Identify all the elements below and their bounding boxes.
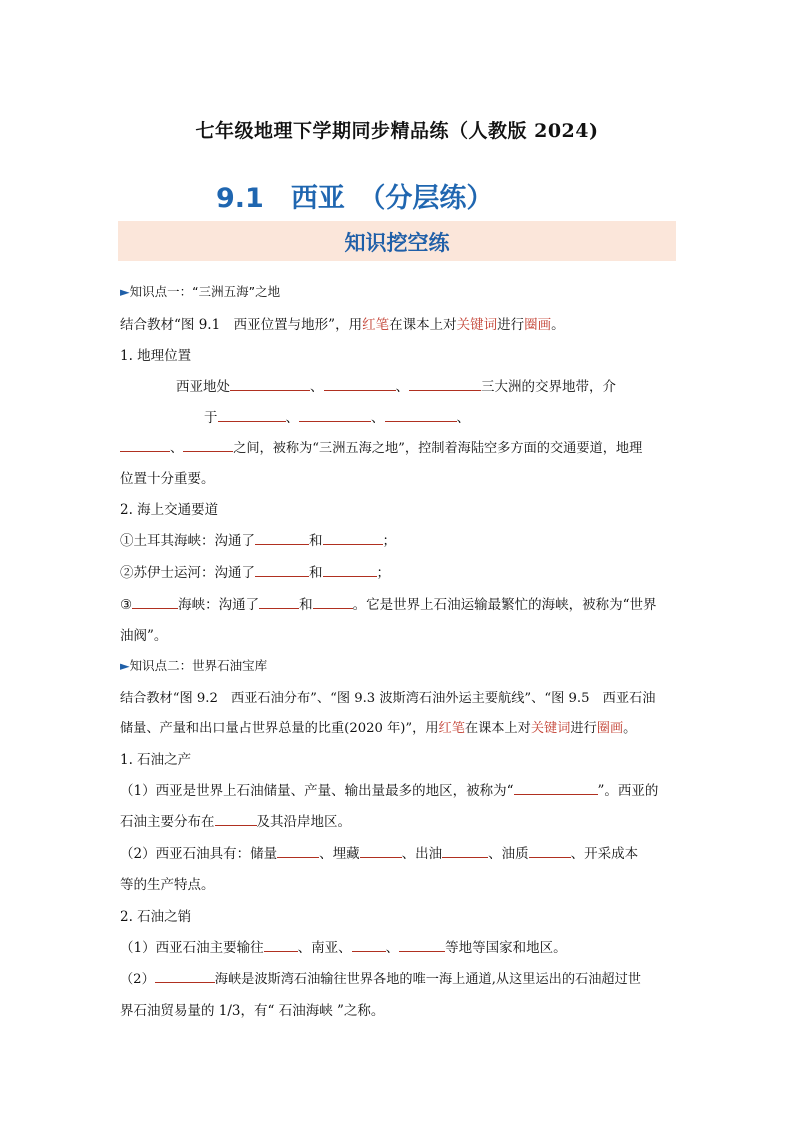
kp2-label: 知识点二：世界石油宝库 — [129, 658, 268, 673]
text: 、 — [285, 410, 299, 426]
strait-turkey-line — [120, 529, 396, 549]
kp2-instruction-line-1: 结合教材“图 9.2 西亚石油分布”、“图 9.3 波斯湾石油外运主要航线”、“图 9.5 西亚石油 — [120, 691, 656, 706]
text: 和 — [309, 533, 323, 549]
text: 三大洲的交界地带，介 — [481, 379, 616, 395]
oil-export-line-2 — [120, 968, 641, 987]
text: 、 — [310, 379, 324, 395]
hormuz-line — [120, 593, 657, 613]
keyword-highlight: 关键词 — [530, 721, 571, 736]
text: ②苏伊士运河：沟通了 — [120, 565, 255, 581]
instruction-text: 。 — [551, 317, 565, 333]
instruction-text: 进行 — [497, 317, 525, 333]
text: ①土耳其海峡：沟通了 — [120, 533, 255, 549]
instruction-text: 在课本上对 — [389, 317, 457, 333]
text: 及其沿岸地区。 — [256, 814, 351, 830]
text: （2）西亚石油具有：储量 — [120, 846, 278, 862]
text: ”。西亚的 — [597, 783, 659, 799]
text: 、 — [385, 940, 400, 956]
location-line-3 — [120, 437, 642, 456]
oil-production-line-2 — [120, 810, 351, 830]
text: 、油质 — [488, 846, 529, 862]
oil-features-line — [120, 842, 638, 862]
fill-blank[interactable] — [323, 562, 377, 577]
fill-blank[interactable] — [360, 843, 402, 858]
kp1-label: 知识点一：“三洲五海”之地 — [129, 284, 281, 299]
oil-production-line-1 — [120, 779, 658, 799]
text: 、 — [456, 410, 470, 426]
lesson-title: 9.1 西亚 （分层练） — [216, 183, 494, 214]
fill-blank[interactable] — [409, 376, 481, 391]
location-line-2 — [204, 406, 470, 426]
text: 海峡：沟通了 — [178, 597, 260, 613]
keyword-highlight: 关键词 — [456, 317, 498, 333]
text: 和 — [299, 597, 313, 613]
text: （1）西亚是世界上石油储量、产量、输出量最多的地区，被称为“ — [120, 783, 514, 799]
text: 石油主要分布在 — [120, 814, 215, 830]
text: 西亚地处 — [176, 379, 230, 395]
text: 在课本上对 — [464, 721, 531, 736]
fill-blank[interactable] — [183, 437, 233, 452]
fill-blank[interactable] — [120, 437, 170, 452]
text: 之间，被称为“三洲五海之地”，控制着海陆空多方面的交通要道，地理 — [233, 441, 643, 456]
fill-blank[interactable] — [324, 376, 396, 391]
text: （2） — [120, 972, 155, 987]
text: 于 — [204, 410, 218, 426]
instruction-text: 结合教材“图 9.1 西亚位置与地形”，用 — [120, 317, 363, 333]
oil-export-line-1 — [120, 936, 567, 956]
fill-blank[interactable] — [442, 843, 488, 858]
knowledge-point-2-title — [120, 656, 267, 674]
red-pen-keyword: 红笔 — [438, 721, 465, 736]
fill-blank[interactable] — [299, 407, 371, 422]
section-heading-sea-routes: 2. 海上交通要道 — [120, 502, 219, 518]
fill-blank[interactable] — [529, 843, 571, 858]
fill-blank[interactable] — [399, 937, 445, 952]
text: 。它是世界上石油运输最繁忙的海峡，被称为“世界 — [352, 597, 657, 613]
text: 和 — [309, 565, 323, 581]
knowledge-point-1-title — [120, 282, 280, 300]
fill-blank[interactable] — [385, 407, 457, 422]
fill-blank[interactable] — [352, 937, 386, 952]
text: 、 — [395, 379, 409, 395]
fill-blank[interactable] — [259, 594, 299, 609]
oil-export-line-3: 界石油贸易量的 1/3，有“ 石油海峡 ”之称。 — [120, 1003, 385, 1019]
text: 、开采成本 — [570, 846, 639, 862]
item-number: ③ — [120, 597, 133, 613]
location-line-1 — [176, 375, 616, 395]
oil-features-line-end: 等的生产特点。 — [120, 877, 215, 893]
fill-blank[interactable] — [215, 811, 257, 826]
fill-blank[interactable] — [255, 562, 309, 577]
triangle-bullet-icon: ► — [120, 658, 130, 673]
section-heading-oil-export: 2. 石油之销 — [120, 909, 192, 925]
text: 海峡是波斯湾石油输往世界各地的唯一海上通道,从这里运出的石油超过世 — [214, 972, 641, 987]
text: 进行 — [570, 721, 597, 736]
red-pen-keyword: 红笔 — [362, 317, 390, 333]
section-heading-oil-production: 1. 石油之产 — [120, 752, 192, 768]
fill-blank[interactable] — [323, 530, 383, 545]
text: 等地等国家和地区。 — [445, 940, 567, 956]
text: ； — [376, 565, 390, 581]
fill-blank[interactable] — [155, 968, 215, 983]
document-header: 七年级地理下学期同步精品练（人教版 2024) — [195, 120, 599, 142]
fill-blank[interactable] — [313, 594, 353, 609]
text: 、 — [371, 410, 385, 426]
fill-blank[interactable] — [218, 407, 286, 422]
fill-blank[interactable] — [255, 530, 309, 545]
text: （1）西亚石油主要输往 — [120, 940, 264, 956]
text: 、南亚、 — [297, 940, 352, 956]
kp1-instruction — [120, 313, 565, 333]
section-banner-title: 知识挖空练 — [344, 231, 450, 255]
section-banner — [118, 221, 676, 261]
fill-blank[interactable] — [514, 780, 598, 795]
fill-blank[interactable] — [132, 594, 178, 609]
text: 、出油 — [401, 846, 443, 862]
text: 、埋藏 — [319, 846, 360, 862]
kp2-instruction-line-2 — [120, 717, 636, 736]
text: 储量、产量和出口量占世界总量的比重(2020 年)”，用 — [120, 721, 439, 736]
triangle-bullet-icon: ► — [120, 284, 130, 299]
location-line-4: 位置十分重要。 — [120, 471, 215, 487]
hormuz-line-end: 油阀”。 — [120, 628, 168, 644]
suez-canal-line — [120, 561, 390, 581]
text: 。 — [623, 721, 637, 736]
text: ； — [382, 533, 396, 549]
text: 、 — [170, 441, 184, 456]
fill-blank[interactable] — [230, 376, 310, 391]
circle-keyword: 圈画 — [596, 721, 624, 736]
circle-keyword: 圈画 — [524, 317, 552, 333]
fill-blank[interactable] — [264, 937, 298, 952]
fill-blank[interactable] — [277, 843, 319, 858]
section-heading-location: 1. 地理位置 — [120, 348, 192, 364]
